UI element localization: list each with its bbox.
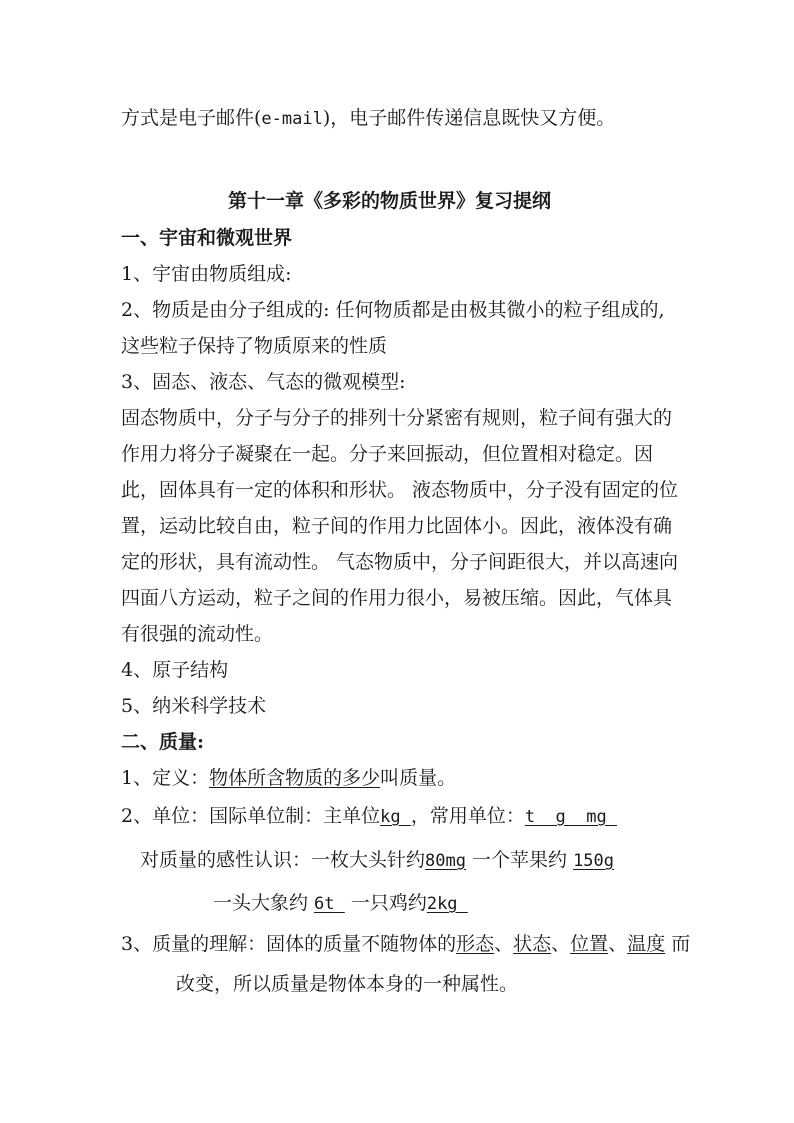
chicken-mass: 2kg [426, 894, 468, 914]
elephant-label: 一头大象约 [213, 892, 315, 914]
separator: 、 [551, 933, 571, 955]
mass-sense-line2 [213, 891, 468, 916]
section1-item4: 4、原子结构 [121, 659, 229, 681]
apple-mass: 150g [573, 851, 615, 871]
main-unit: kg [380, 807, 411, 827]
definition-suffix: 叫质量。 [380, 767, 457, 789]
section1-item1: 1、宇宙由物质组成: [121, 263, 292, 285]
separator: 、 [608, 933, 628, 955]
section1-heading: 一、宇宙和微观世界 [121, 227, 293, 249]
factor-position: 位置 [570, 933, 609, 955]
definition-label: 1、定义： [121, 767, 210, 789]
chapter-title: 第十一章《多彩的物质世界》复习提纲 [228, 190, 552, 212]
paragraph-line: 有很强的流动性。 [121, 623, 274, 645]
section1-item5: 5、纳米科学技术 [121, 695, 267, 717]
elephant-mass: 6t [314, 894, 345, 914]
mass-definition [121, 766, 456, 790]
factor-shape: 形态 [456, 933, 495, 955]
separator: 、 [494, 933, 514, 955]
sense-label: 对质量的感性认识：一枚大头针约 [140, 849, 426, 871]
intro-text-post: )，电子邮件传递信息既快又方便。 [322, 107, 616, 129]
paragraph-line: 定的形状，具有流动性。 气态物质中，分子间距很大，并以高速向 [121, 551, 679, 573]
paragraph-line: 此，固体具有一定的体积和形状。 液态物质中，分子没有固定的位 [121, 479, 679, 501]
intro-email-term: e-mail [261, 109, 323, 129]
factor-temperature: 温度 [627, 933, 666, 955]
unit-label: 2、单位：国际单位制：主单位 [121, 805, 381, 827]
common-units: t g mg [524, 807, 617, 827]
paragraph-line: 四面八方运动，粒子之间的作用力很小，易被压缩。因此，气体具 [121, 587, 673, 609]
intro-text-pre: 方式是电子邮件( [121, 107, 262, 129]
section1-item3: 3、固态、液态、气态的微观模型: [121, 371, 406, 393]
intro-line [121, 106, 615, 131]
section1-item2-line1: 2、物质是由分子组成的: 任何物质都是由极其微小的粒子组成的, [121, 299, 665, 321]
apple-label: 一个苹果约 [472, 849, 574, 871]
factor-state: 状态 [513, 933, 552, 955]
mass-units [121, 804, 617, 829]
mass-sense-line1 [140, 848, 614, 873]
paragraph-line: 固态物质中，分子与分子的排列十分紧密有规则，粒子间有强大的 [121, 407, 673, 429]
section2-heading: 二、质量: [121, 731, 205, 753]
paragraph-line: 作用力将分子凝聚在一起。分子来回振动，但位置相对稳定。因 [121, 443, 654, 465]
understanding-label: 3、质量的理解：固体的质量不随物体的 [121, 933, 457, 955]
definition-underlined: 物体所含物质的多少 [209, 767, 381, 789]
common-unit-label: ，常用单位： [410, 805, 525, 827]
pin-mass: 80mg [425, 851, 466, 871]
chicken-label: 一只鸡约 [350, 892, 427, 914]
mass-understanding [121, 932, 690, 956]
paragraph-line: 置，运动比较自由，粒子间的作用力比固体小。因此，液体没有确 [121, 515, 673, 537]
mass-understanding-cont: 改变，所以质量是物体本身的一种属性。 [176, 973, 519, 995]
section1-item2-line2: 这些粒子保持了物质原来的性质 [121, 335, 388, 357]
understanding-suffix: 而 [671, 933, 691, 955]
